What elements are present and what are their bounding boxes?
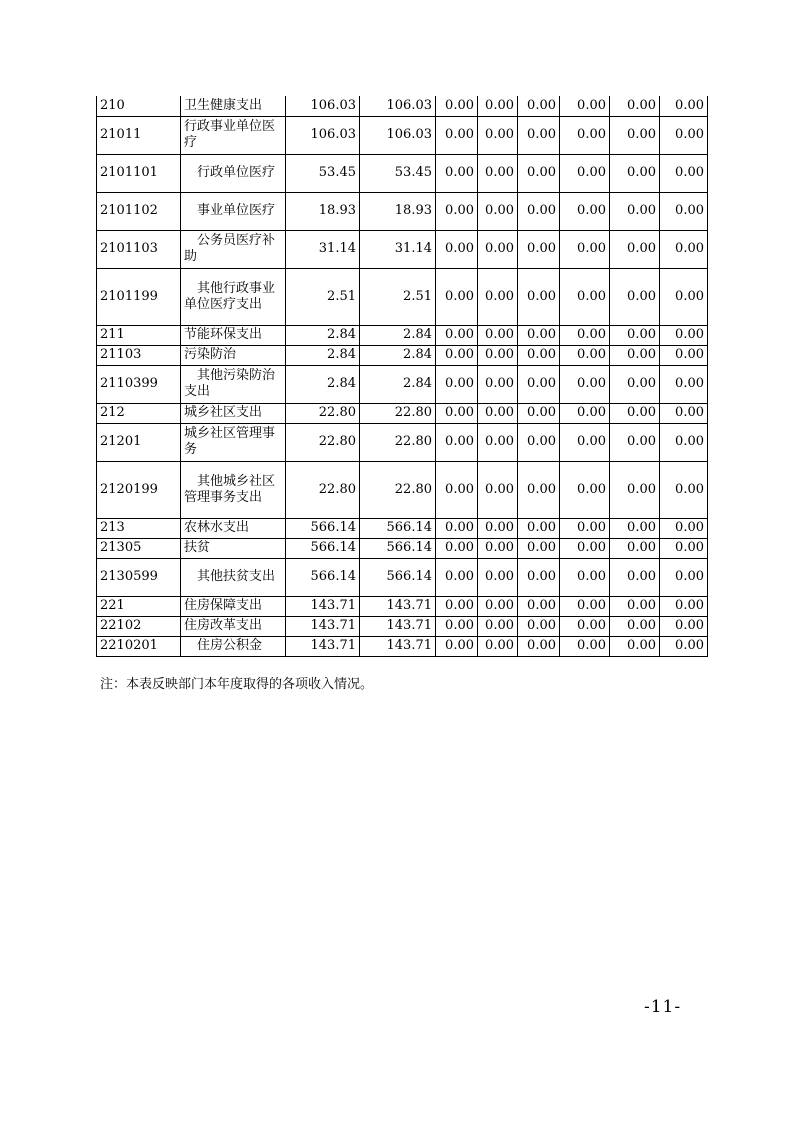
amount-cell: 0.00 [518,403,560,423]
amount-cell: 0.00 [610,154,660,192]
amount-cell: 0.00 [560,192,610,230]
amount-cell: 0.00 [560,116,610,154]
subject-name-cell: 城乡社区支出 [181,403,286,423]
subject-name-cell: 节能环保支出 [181,325,286,345]
total-amount-cell: 2.84 [286,365,360,403]
amount-cell: 0.00 [560,596,610,616]
amount-cell: 0.00 [610,403,660,423]
amount-cell: 0.00 [660,116,708,154]
subject-code-cell: 2130599 [97,558,181,596]
amount-cell: 0.00 [478,116,518,154]
amount-cell: 0.00 [660,403,708,423]
total-amount-cell: 18.93 [286,192,360,230]
amount-cell: 0.00 [436,116,478,154]
amount-cell: 0.00 [436,154,478,192]
subject-code-cell: 2110399 [97,365,181,403]
amount-cell: 0.00 [610,230,660,268]
amount-cell: 0.00 [660,230,708,268]
subject-name-cell: 行政事业单位医疗 [181,116,286,154]
subject-code-cell: 21011 [97,116,181,154]
total-amount-cell: 143.71 [286,596,360,616]
amount-cell: 0.00 [518,461,560,518]
subject-name-cell: 住房保障支出 [181,596,286,616]
amount-cell: 0.00 [436,596,478,616]
amount-cell: 0.00 [478,461,518,518]
total-amount-cell: 566.14 [286,558,360,596]
amount-cell: 0.00 [478,518,518,538]
total-amount-cell: 566.14 [286,538,360,558]
amount-cell: 0.00 [660,558,708,596]
amount-cell: 0.00 [610,518,660,538]
amount-cell: 0.00 [518,230,560,268]
table-row [97,325,708,345]
table-row [97,116,708,154]
total-amount-cell: 143.71 [286,636,360,656]
amount-cell: 0.00 [518,192,560,230]
amount-cell: 0.00 [610,636,660,656]
total-amount-cell: 22.80 [286,423,360,461]
amount-cell: 0.00 [518,325,560,345]
amount-cell: 0.00 [478,192,518,230]
table-row [97,461,708,518]
subject-name-cell: 行政单位医疗 [181,154,286,192]
amount-cell: 0.00 [478,616,518,636]
amount-cell: 2.84 [360,345,436,365]
amount-cell: 31.14 [360,230,436,268]
amount-cell: 0.00 [660,154,708,192]
table-row [97,192,708,230]
amount-cell: 0.00 [436,423,478,461]
total-amount-cell: 106.03 [286,116,360,154]
amount-cell: 0.00 [660,325,708,345]
amount-cell: 0.00 [610,538,660,558]
amount-cell: 0.00 [660,345,708,365]
amount-cell: 0.00 [560,461,610,518]
amount-cell: 0.00 [518,268,560,325]
amount-cell: 0.00 [560,558,610,596]
subject-name-cell: 污染防治 [181,345,286,365]
amount-cell: 0.00 [560,616,610,636]
amount-cell: 0.00 [660,636,708,656]
amount-cell: 0.00 [560,325,610,345]
amount-cell: 0.00 [518,345,560,365]
table-row [97,230,708,268]
amount-cell: 0.00 [560,154,610,192]
total-amount-cell: 2.51 [286,268,360,325]
amount-cell: 0.00 [478,96,518,116]
amount-cell: 0.00 [610,192,660,230]
amount-cell: 0.00 [436,325,478,345]
subject-name-cell: 住房改革支出 [181,616,286,636]
amount-cell: 0.00 [518,558,560,596]
amount-cell: 566.14 [360,558,436,596]
amount-cell: 0.00 [518,423,560,461]
amount-cell: 0.00 [436,365,478,403]
amount-cell: 0.00 [478,538,518,558]
subject-name-cell: 城乡社区管理事务 [181,423,286,461]
amount-cell: 0.00 [436,230,478,268]
amount-cell: 0.00 [478,403,518,423]
amount-cell: 0.00 [610,558,660,596]
amount-cell: 0.00 [660,518,708,538]
subject-name-cell: 其他行政事业单位医疗支出 [181,268,286,325]
amount-cell: 0.00 [518,518,560,538]
amount-cell: 0.00 [610,325,660,345]
amount-cell: 143.71 [360,636,436,656]
amount-cell: 0.00 [518,616,560,636]
subject-code-cell: 211 [97,325,181,345]
amount-cell: 0.00 [560,365,610,403]
amount-cell: 0.00 [660,96,708,116]
amount-cell: 0.00 [610,423,660,461]
amount-cell: 0.00 [436,345,478,365]
amount-cell: 0.00 [610,116,660,154]
amount-cell: 0.00 [478,154,518,192]
total-amount-cell: 106.03 [286,96,360,116]
table-row [97,636,708,656]
total-amount-cell: 53.45 [286,154,360,192]
subject-code-cell: 2101199 [97,268,181,325]
amount-cell: 0.00 [660,596,708,616]
amount-cell: 0.00 [560,636,610,656]
total-amount-cell: 143.71 [286,616,360,636]
table-row [97,518,708,538]
amount-cell: 0.00 [560,423,610,461]
subject-code-cell: 21305 [97,538,181,558]
subject-code-cell: 2101101 [97,154,181,192]
amount-cell: 566.14 [360,518,436,538]
amount-cell: 566.14 [360,538,436,558]
subject-code-cell: 2210201 [97,636,181,656]
subject-name-cell: 住房公积金 [181,636,286,656]
amount-cell: 0.00 [610,345,660,365]
subject-code-cell: 21201 [97,423,181,461]
amount-cell: 0.00 [518,538,560,558]
amount-cell: 0.00 [560,345,610,365]
table-row [97,596,708,616]
table-row [97,96,708,116]
amount-cell: 0.00 [610,96,660,116]
total-amount-cell: 22.80 [286,461,360,518]
amount-cell: 0.00 [478,230,518,268]
subject-name-cell: 农林水支出 [181,518,286,538]
subject-code-cell: 212 [97,403,181,423]
amount-cell: 0.00 [660,423,708,461]
amount-cell: 0.00 [436,192,478,230]
amount-cell: 22.80 [360,403,436,423]
amount-cell: 0.00 [610,461,660,518]
amount-cell: 0.00 [478,558,518,596]
amount-cell: 0.00 [518,154,560,192]
amount-cell: 0.00 [436,636,478,656]
amount-cell: 106.03 [360,116,436,154]
amount-cell: 18.93 [360,192,436,230]
amount-cell: 0.00 [518,596,560,616]
amount-cell: 0.00 [560,268,610,325]
subject-name-cell: 扶贫 [181,538,286,558]
amount-cell: 0.00 [610,268,660,325]
total-amount-cell: 22.80 [286,403,360,423]
subject-name-cell: 卫生健康支出 [181,96,286,116]
subject-name-cell: 其他污染防治支出 [181,365,286,403]
amount-cell: 53.45 [360,154,436,192]
total-amount-cell: 2.84 [286,325,360,345]
subject-code-cell: 2120199 [97,461,181,518]
amount-cell: 0.00 [660,268,708,325]
amount-cell: 0.00 [560,403,610,423]
amount-cell: 0.00 [518,96,560,116]
amount-cell: 0.00 [436,616,478,636]
amount-cell: 0.00 [560,230,610,268]
amount-cell: 22.80 [360,423,436,461]
amount-cell: 0.00 [560,518,610,538]
amount-cell: 0.00 [478,596,518,616]
amount-cell: 2.84 [360,325,436,345]
table-row [97,558,708,596]
subject-code-cell: 221 [97,596,181,616]
amount-cell: 0.00 [436,96,478,116]
amount-cell: 143.71 [360,596,436,616]
amount-cell: 0.00 [660,461,708,518]
amount-cell: 22.80 [360,461,436,518]
total-amount-cell: 31.14 [286,230,360,268]
amount-cell: 0.00 [518,365,560,403]
subject-code-cell: 213 [97,518,181,538]
amount-cell: 0.00 [478,423,518,461]
amount-cell: 0.00 [660,192,708,230]
amount-cell: 0.00 [610,596,660,616]
table-row [97,538,708,558]
income-table [96,96,708,657]
amount-cell: 0.00 [660,616,708,636]
table-row [97,365,708,403]
amount-cell: 106.03 [360,96,436,116]
table-row [97,154,708,192]
amount-cell: 0.00 [560,96,610,116]
amount-cell: 0.00 [436,538,478,558]
amount-cell: 0.00 [610,365,660,403]
subject-code-cell: 210 [97,96,181,116]
amount-cell: 0.00 [478,345,518,365]
table-row [97,616,708,636]
amount-cell: 0.00 [518,636,560,656]
amount-cell: 0.00 [478,636,518,656]
total-amount-cell: 566.14 [286,518,360,538]
table-note: 注：本表反映部门本年度取得的各项收入情况。 [100,677,374,692]
amount-cell: 2.84 [360,365,436,403]
subject-name-cell: 事业单位医疗 [181,192,286,230]
amount-cell: 0.00 [478,268,518,325]
table-row [97,345,708,365]
subject-name-cell: 其他城乡社区管理事务支出 [181,461,286,518]
subject-code-cell: 22102 [97,616,181,636]
subject-name-cell: 公务员医疗补助 [181,230,286,268]
table-row [97,268,708,325]
subject-code-cell: 2101102 [97,192,181,230]
table-row [97,403,708,423]
amount-cell: 0.00 [560,538,610,558]
subject-name-cell: 其他扶贫支出 [181,558,286,596]
amount-cell: 0.00 [436,268,478,325]
amount-cell: 143.71 [360,616,436,636]
amount-cell: 0.00 [660,365,708,403]
amount-cell: 0.00 [436,403,478,423]
subject-code-cell: 21103 [97,345,181,365]
amount-cell: 2.51 [360,268,436,325]
amount-cell: 0.00 [478,325,518,345]
subject-code-cell: 2101103 [97,230,181,268]
amount-cell: 0.00 [518,116,560,154]
amount-cell: 0.00 [610,616,660,636]
table-body [97,96,708,656]
amount-cell: 0.00 [436,558,478,596]
amount-cell: 0.00 [436,518,478,538]
total-amount-cell: 2.84 [286,345,360,365]
amount-cell: 0.00 [478,365,518,403]
amount-cell: 0.00 [660,538,708,558]
table-row [97,423,708,461]
page-number: -11- [644,997,682,1017]
amount-cell: 0.00 [436,461,478,518]
